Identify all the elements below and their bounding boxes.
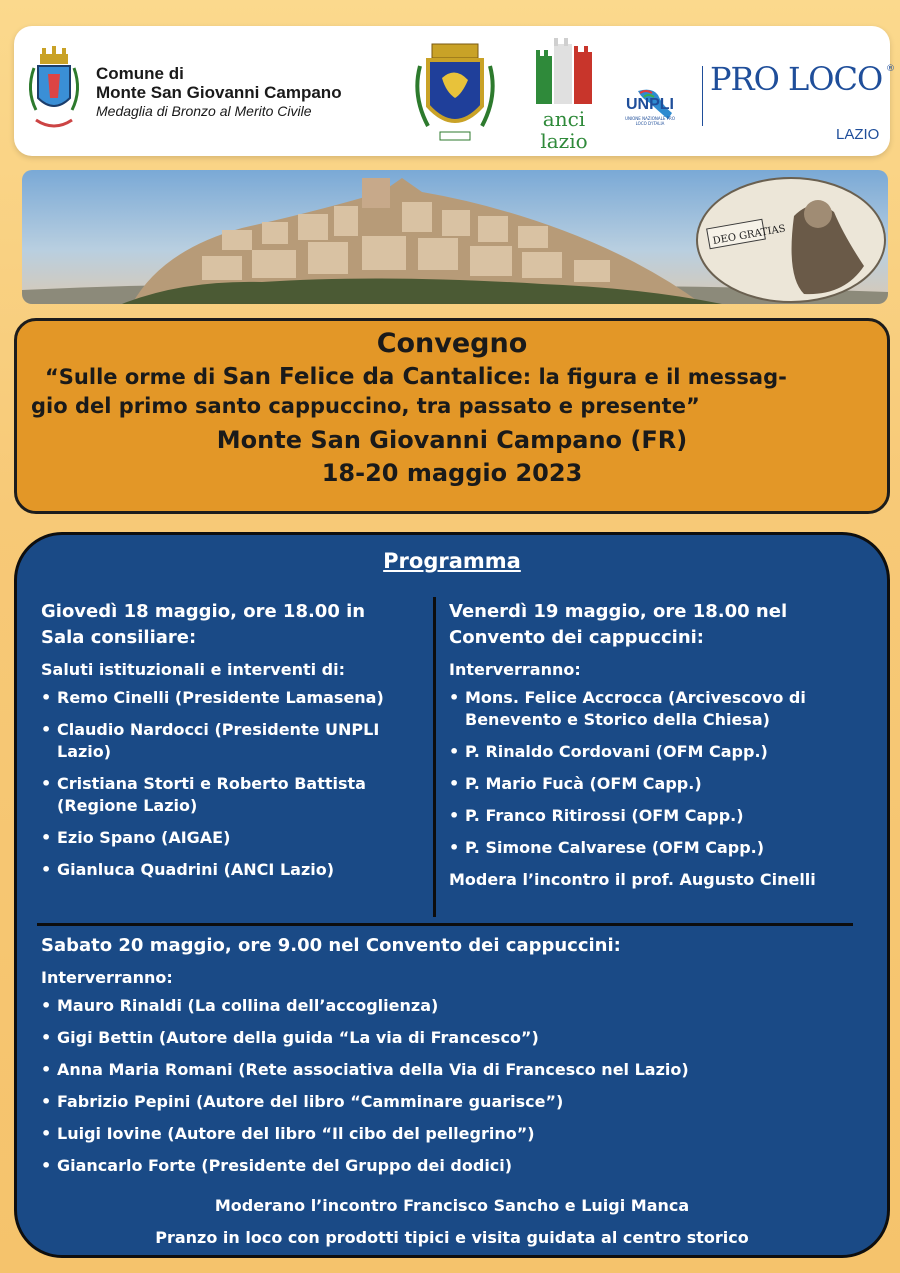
- saint-felice-medallion: [694, 176, 888, 304]
- friday-heading: [449, 599, 869, 651]
- program-box: [14, 532, 890, 1258]
- header-logos-bar: [14, 26, 895, 156]
- comune-line2: Monte San Giovanni Campano: [96, 83, 342, 102]
- anci-text: [528, 108, 600, 152]
- list-item: • Claudio Nardocci (Presidente UNPLI Lazio): [41, 719, 421, 763]
- conference-place: Monte San Giovanni Campano (FR): [216, 426, 688, 454]
- list-item: • P. Simone Calvarese (OFM Capp.): [449, 837, 869, 859]
- logo-divider: [702, 66, 703, 126]
- lunch-note: Pranzo in loco con prodotti tipici e visita guidata al centro storico: [155, 1228, 749, 1247]
- list-item: • Luigi Iovine (Autore del libro “Il cibo del pellegrino”): [41, 1123, 871, 1145]
- thursday-heading-line1: Giovedì 18 maggio, ore 18.00 in: [41, 601, 366, 622]
- province-crest-icon: [410, 36, 500, 148]
- list-item: • Cristiana Storti e Roberto Battista (Regione Lazio): [41, 773, 421, 817]
- list-item: • P. Mario Fucà (OFM Capp.): [449, 773, 869, 795]
- anci-region: lazio: [540, 129, 588, 153]
- subtitle-saint-name: San Felice da Cantalice: [222, 364, 523, 390]
- saturday-speakers-list: [41, 995, 871, 1177]
- anci-label: anci: [542, 107, 586, 131]
- list-item: • Remo Cinelli (Presidente Lamasena): [41, 687, 421, 709]
- comune-name-block: [96, 64, 342, 121]
- list-item: • Gigi Bettin (Autore della guida “La via di Francesco”): [41, 1027, 871, 1049]
- subtitle-part1: “Sulle orme di: [45, 365, 223, 389]
- friday-heading-line2: Convento dei cappuccini:: [449, 627, 705, 648]
- program-title: Programma: [383, 549, 521, 573]
- subtitle-part2: : la figura e il messag-: [522, 365, 787, 389]
- comune-crest-icon: [22, 40, 86, 140]
- thursday-intro: Saluti istituzionali e interventi di:: [41, 660, 345, 679]
- comune-line1: Comune di: [96, 64, 184, 83]
- conference-dates: 18-20 maggio 2023: [321, 459, 583, 487]
- registered-mark: ®: [886, 64, 895, 74]
- list-item: • P. Rinaldo Cordovani (OFM Capp.): [449, 741, 869, 763]
- list-item: • Mons. Felice Accrocca (Arcivescovo di Benevento e Storico della Chiesa): [449, 687, 869, 731]
- thursday-column: [41, 599, 421, 891]
- list-item: • Gianluca Quadrini (ANCI Lazio): [41, 859, 421, 881]
- thursday-heading: [41, 599, 421, 651]
- list-item: • Mauro Rinaldi (La collina dell’accoglienza): [41, 995, 871, 1017]
- friday-heading-line1: Venerdì 19 maggio, ore 18.00 nel: [449, 601, 788, 622]
- list-item: • Giancarlo Forte (Presidente del Gruppo dei dodici): [41, 1155, 871, 1177]
- list-item: • Ezio Spano (AIGAE): [41, 827, 421, 849]
- friday-intro: Interverranno:: [449, 660, 581, 679]
- medallion-scroll-text: DEO GRATIAS: [712, 223, 787, 248]
- proloco-label: PRO LOCO: [710, 60, 883, 98]
- proloco-region: LAZIO: [836, 126, 880, 143]
- comune-medal-text: Medaglia di Bronzo al Merito Civile: [96, 103, 312, 119]
- saturday-heading: Sabato 20 maggio, ore 9.00 nel Convento dei cappuccini:: [41, 935, 621, 956]
- convegno-heading: Convegno: [376, 328, 528, 359]
- saturday-moderators: Moderano l’incontro Francisco Sancho e Luigi Manca: [214, 1196, 690, 1215]
- friday-moderator: Modera l’incontro il prof. Augusto Cinelli: [449, 870, 816, 889]
- conference-subtitle: [17, 363, 887, 421]
- saturday-intro: Interverranno:: [41, 968, 173, 987]
- subtitle-line1: [31, 363, 873, 392]
- list-item: • Fabrizio Pepini (Autore del libro “Camminare guarisce”): [41, 1091, 871, 1113]
- column-divider-vertical: [433, 597, 436, 917]
- thursday-heading-line2: Sala consiliare:: [41, 627, 197, 648]
- section-divider-horizontal: [37, 923, 853, 926]
- friday-speakers-list: [449, 687, 869, 859]
- friday-column: [449, 599, 869, 891]
- unpli-label: UNPLI: [626, 96, 674, 113]
- unpli-subtitle: UNIONE NAZIONALE PRO LOCO D'ITALIA: [625, 116, 675, 126]
- saturday-section: [41, 933, 871, 1187]
- thursday-speakers-list: [41, 687, 421, 881]
- list-item: • P. Franco Ritirossi (OFM Capp.): [449, 805, 869, 827]
- list-item: • Anna Maria Romani (Rete associativa della Via di Francesco nel Lazio): [41, 1059, 871, 1081]
- subtitle-line2: gio del primo santo cappuccino, tra passato e presente”: [31, 394, 700, 418]
- conference-title-box: [14, 318, 890, 514]
